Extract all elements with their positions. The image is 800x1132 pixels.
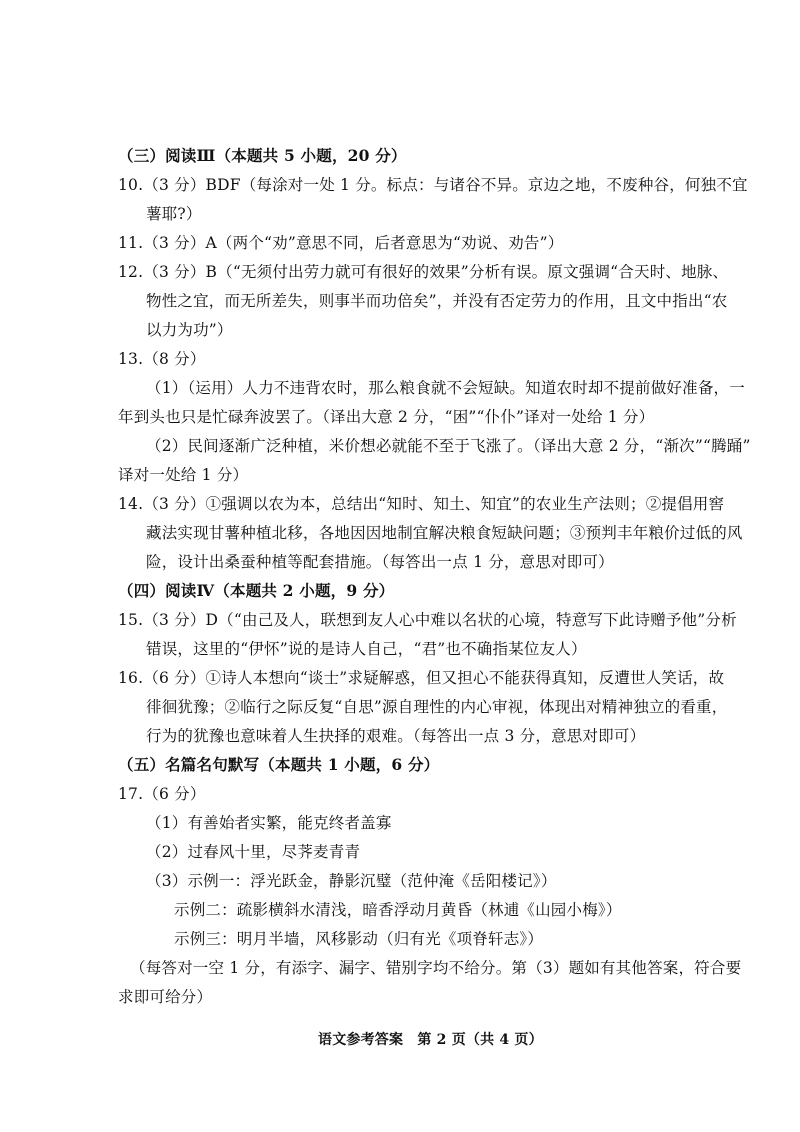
q17-scoring-note-line1: （每答对一空 1 分，有添字、漏字、错别字均不给分。第（3）题如有其他答案，符合要 (130, 959, 742, 977)
q16-line1: 16.（6 分）①诗人本想向“谈士”求疑解惑，但又担心不能获得真知，反遭世人笑话，故 (118, 669, 725, 687)
q14-line2: 藏法实现甘薯种植北移，各地因因地制宜解决粮食短缺问题；③预判丰年粮价过低的风 (146, 524, 743, 542)
page-footer: 语文参考答案 第 2 页（共 4 页） (318, 1032, 543, 1048)
q13-part1-line2: 年到头也只是忙碌奔波罢了。（译出大意 2 分，“困”“仆仆”译对一处给 1 分） (118, 408, 655, 426)
q12-line3: 以力为功”） (146, 321, 233, 339)
q16-line2: 徘徊犹豫；②临行之际反复“自思”源自理性的内心审视，体现出对精神独立的看重， (146, 698, 728, 716)
q14-line3: 险，设计出桑蚕种植等配套措施。（每答出一点 1 分，意思对即可） (146, 553, 614, 571)
q10-line2: 薯耶?） (146, 205, 202, 223)
q17-answer1: （1）有善始者实繁，能克终者盖寡 (146, 814, 392, 832)
q14-line1: 14.（3 分）①强调以农为本，总结出“知时、知土、知宜”的农业生产法则；②提倡用窖 (118, 495, 725, 513)
q11-line1: 11.（3 分）A（两个“劝”意思不同，后者意思为“劝说、劝告”） (118, 234, 564, 252)
section-heading-reading-4: （四）阅读Ⅳ（本题共 2 小题，9 分） (118, 581, 395, 600)
q17-line1: 17.（6 分） (118, 785, 206, 803)
q12-line1: 12.（3 分）B（“无须付出劳力就可有很好的效果”分析有误。原文强调“合天时、地脉、 (118, 263, 729, 281)
section-heading-reading-3: （三）阅读Ⅲ（本题共 5 小题，20 分） (118, 146, 407, 165)
q13-line1: 13.（8 分） (118, 350, 206, 368)
q15-line2: 错误，这里的“伊怀”说的是诗人自己，“君”也不确指某位友人） (146, 640, 587, 658)
q17-answer3-example3: 示例三：明月半墙，风移影动（归有光《项脊轩志》） (174, 930, 544, 948)
q13-part2-line1: （2）民间逐渐广泛种植，米价想必就能不至于飞涨了。（译出大意 2 分，“渐次”“腾踊” (146, 437, 751, 455)
q15-line1: 15.（3 分）D（“由己及人，联想到友人心中难以名状的心境，特意写下此诗赠予他”分析 (118, 611, 737, 629)
section-heading-recitation: （五）名篇名句默写（本题共 1 小题，6 分） (118, 755, 440, 774)
q17-answer3-example2: 示例二：疏影横斜水清浅，暗香浮动月黄昏（林逋《山园小梅》） (174, 901, 622, 919)
q17-answer2: （2）过春风十里，尽荠麦青青 (146, 843, 361, 861)
q17-scoring-note-line2: 求即可给分） (118, 988, 213, 1006)
q13-part1-line1: （1）（运用）人力不违背农时，那么粮食就不会短缺。知道农时却不提前做好准备，一 (146, 379, 745, 397)
q10-line1: 10.（3 分）BDF（每涂对一处 1 分。标点：与诸谷不异。京边之地，不废种谷，何独不宜 (118, 176, 748, 194)
q13-part2-line2: 译对一处给 1 分） (118, 466, 249, 484)
q16-line3: 行为的犹豫也意味着人生抉择的艰难。（每答出一点 3 分，意思对即可） (146, 727, 646, 745)
q17-answer3-example1: （3）示例一：浮光跃金，静影沉璧（范仲淹《岳阳楼记》） (146, 872, 557, 890)
q12-line2: 物性之宜，而无所差失，则事半而功倍矣”，并没有否定劳力的作用，且文中指出“农 (146, 292, 728, 310)
